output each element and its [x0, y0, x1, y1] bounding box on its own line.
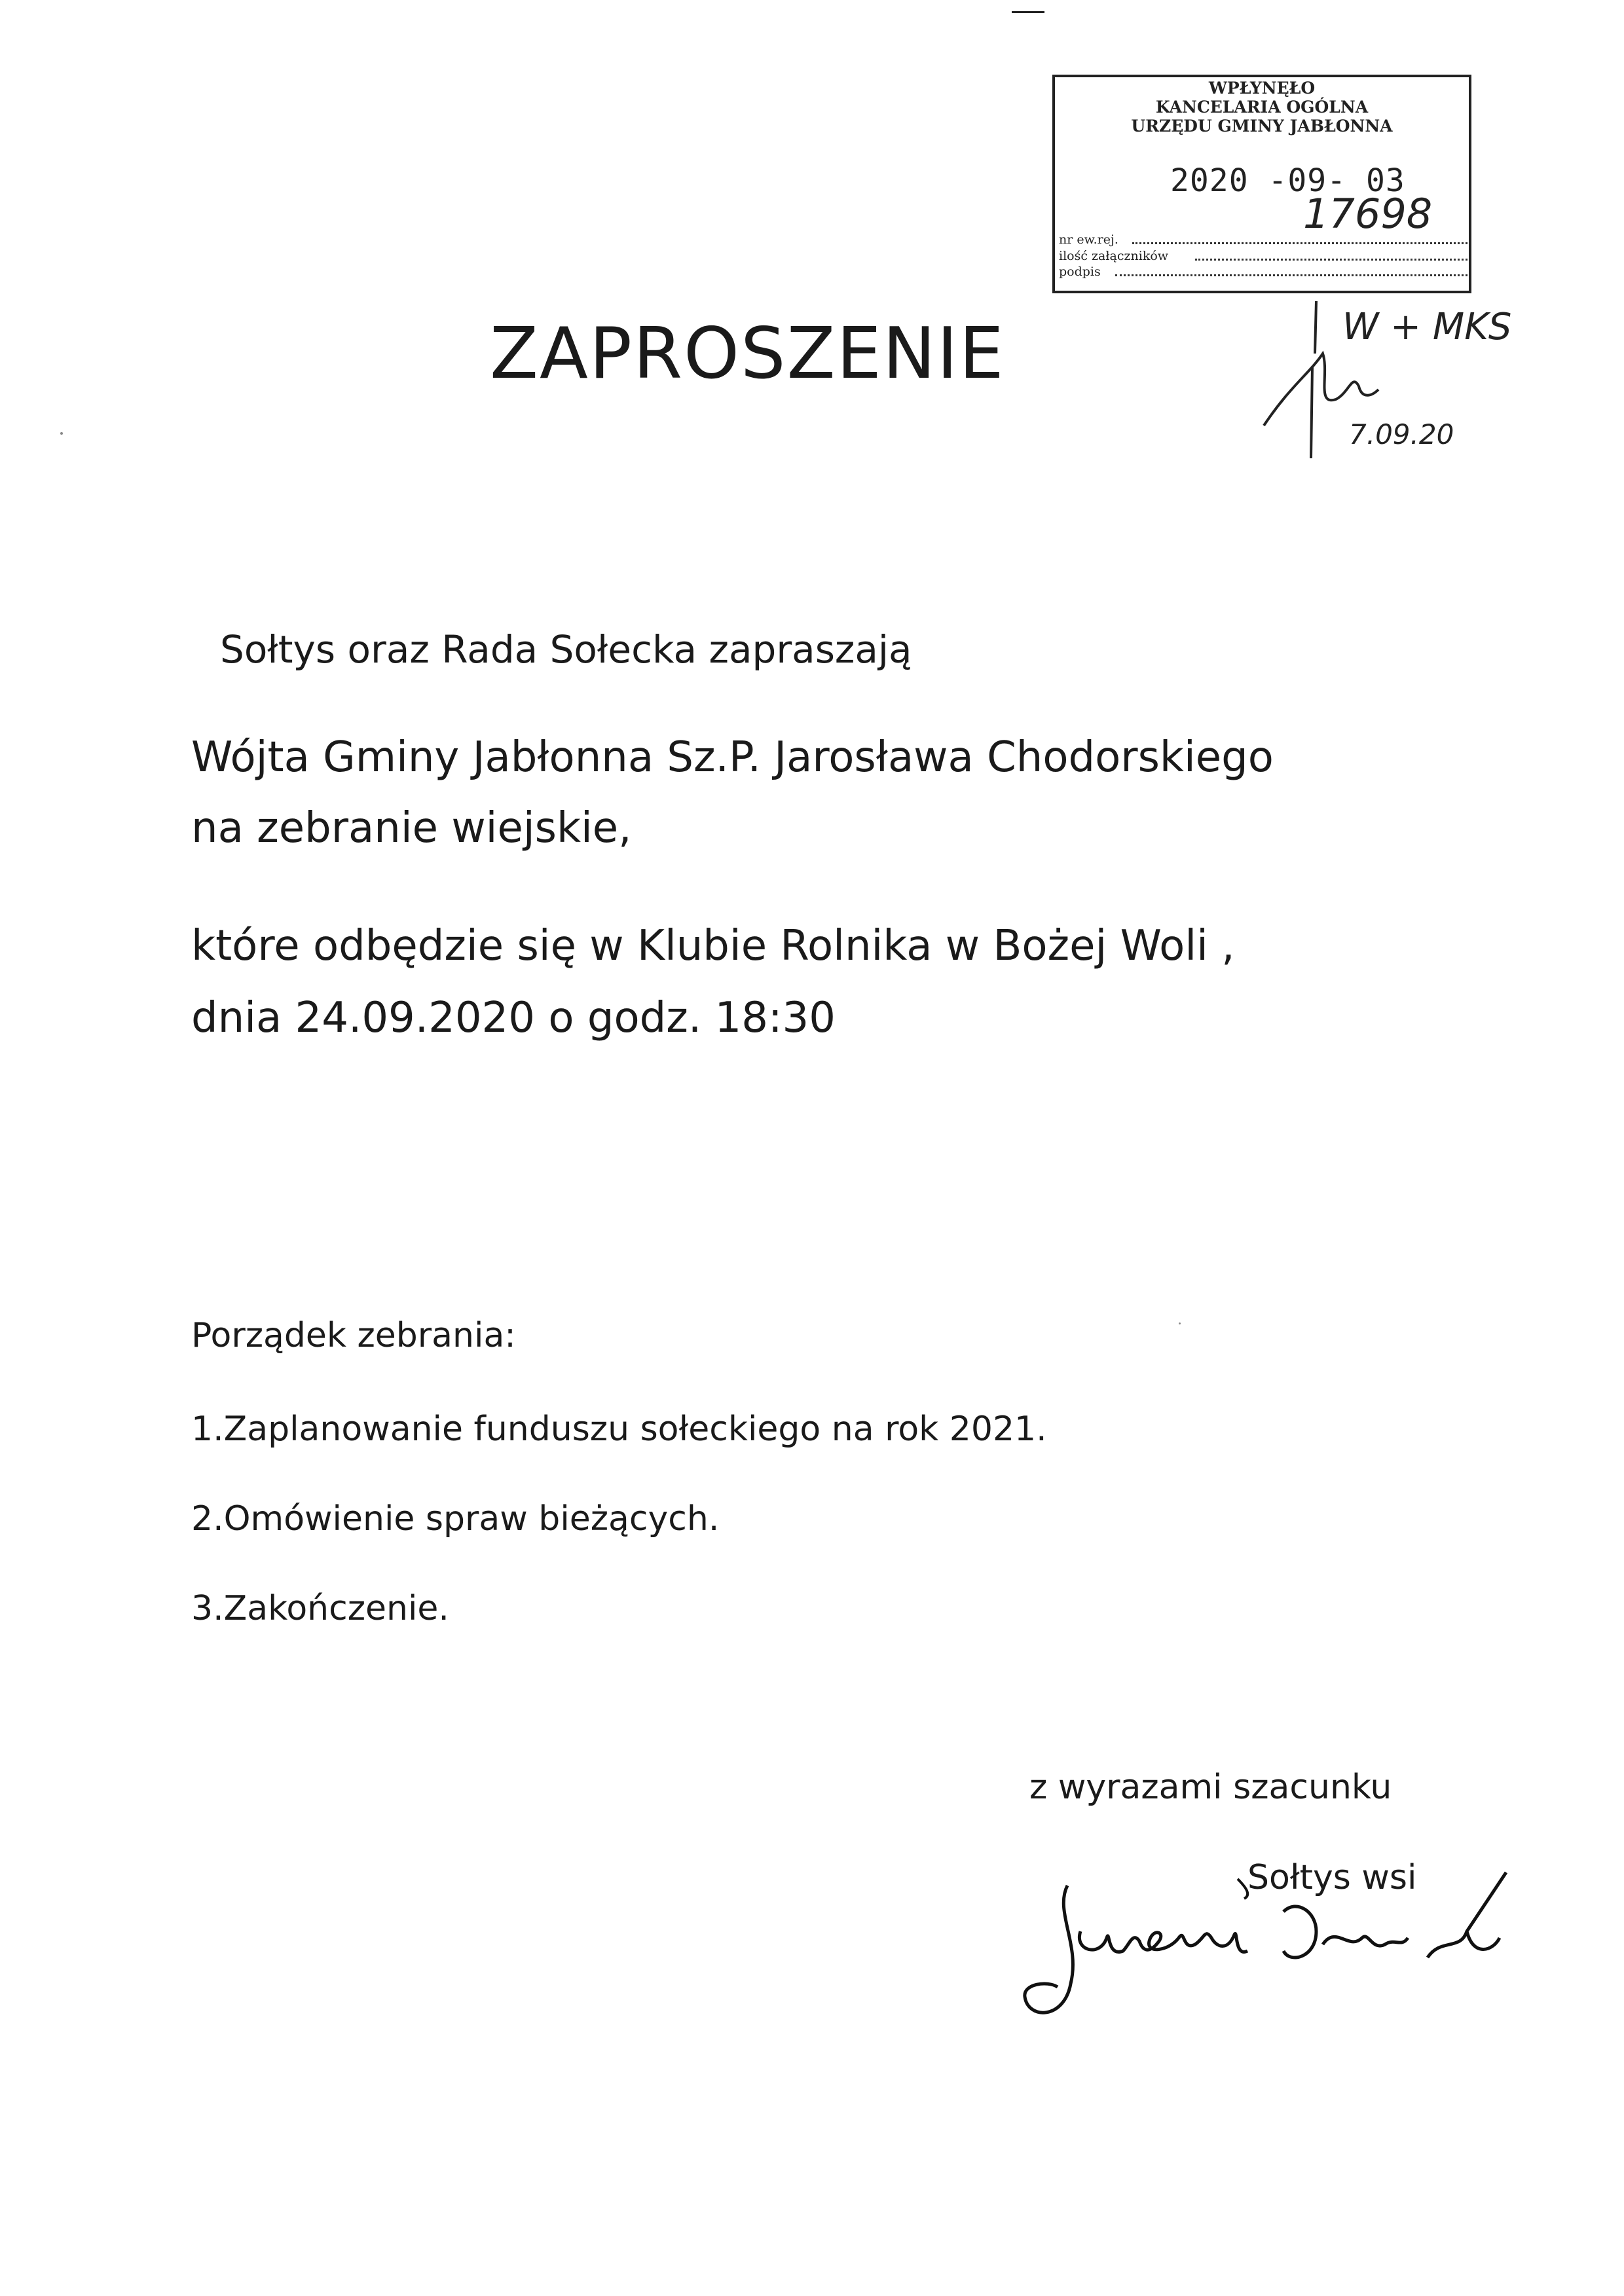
document-title: ZAPROSZENIE — [490, 313, 1005, 395]
scan-artifact — [1012, 11, 1044, 13]
scan-speck — [60, 432, 63, 435]
stamp-dotted-line — [1132, 242, 1467, 244]
agenda-item-2: 2.Omówienie spraw bieżących. — [191, 1499, 720, 1539]
scan-speck — [1179, 1322, 1181, 1324]
registry-number: 17698 — [1303, 190, 1433, 238]
closing-phrase: z wyrazami szacunku — [1029, 1768, 1392, 1807]
body-line-4: dnia 24.09.2020 o godz. 18:30 — [191, 994, 836, 1042]
body-line-2: na zebranie wiejskie, — [191, 804, 632, 852]
annotation-date: 7.09.20 — [1349, 418, 1454, 450]
stamp-line-received: WPŁYNĘŁO — [1208, 79, 1316, 98]
stamp-date: 2020 -09- 03 — [1170, 162, 1405, 199]
stamp-field-registry: nr ew.rej. — [1059, 232, 1118, 247]
agenda-heading: Porządek zebrania: — [191, 1316, 516, 1355]
body-line-3: które odbędzie się w Klubie Rolnika w Bożej Woli , — [191, 922, 1235, 970]
intro-line: Sołtys oraz Rada Sołecka zapraszają — [220, 627, 912, 672]
annotation-bracket — [1311, 301, 1316, 458]
body-line-1: Wójta Gminy Jabłonna Sz.P. Jarosława Chodorskiego — [191, 733, 1274, 782]
agenda-item-1: 1.Zaplanowanie funduszu sołeckiego na rok 2021. — [191, 1410, 1047, 1449]
stamp-line-office: KANCELARIA OGÓLNA — [1155, 98, 1369, 117]
stamp-field-signature: podpis — [1059, 264, 1101, 279]
stamp-field-attachments: ilość załączników — [1059, 249, 1169, 263]
stamp-dotted-line — [1115, 274, 1467, 276]
registry-stamp — [1052, 75, 1471, 293]
agenda-item-3: 3.Zakończenie. — [191, 1589, 449, 1628]
signatory-title: Sołtys wsi — [1247, 1858, 1417, 1897]
stamp-line-authority: URZĘDU GMINY JABŁONNA — [1131, 117, 1393, 136]
initials-signature-icon — [1264, 354, 1378, 426]
routing-note: W + MKS — [1342, 306, 1512, 348]
routing-annotation — [1238, 275, 1513, 471]
stamp-dotted-line — [1195, 259, 1467, 261]
